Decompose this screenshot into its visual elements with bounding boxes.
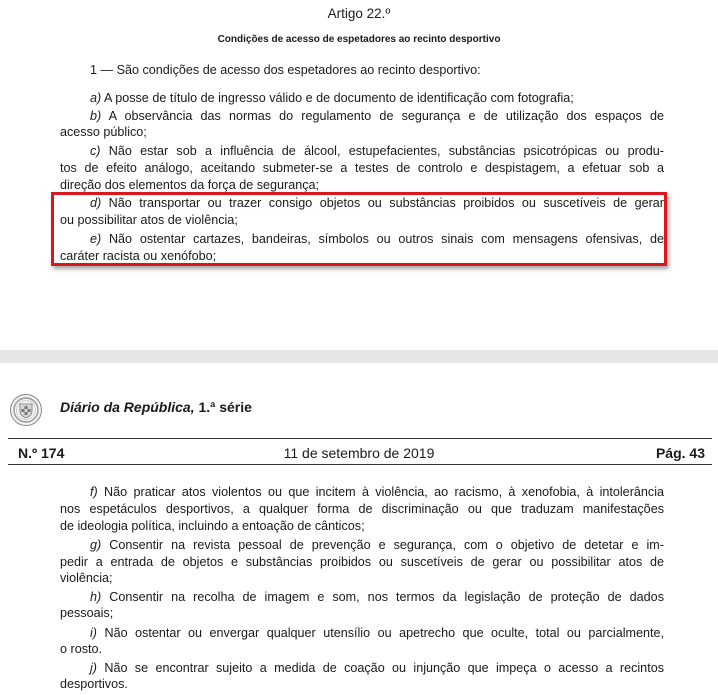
item-j: j) Não se encontrar sujeito a medida de coação ou injunção que impeça o acesso a recintos [90,661,664,675]
item-j-cont: desportivos. [60,677,128,691]
page-number: Pág. 43 [655,445,705,461]
item-g-cont-1: pedir a entrada de objetos e substâncias proibidos ou suscetíveis de gerar ou possibilitar atos de [60,555,664,569]
item-d: d) Não transportar ou trazer consigo objetos ou substâncias proibidos ou suscetíveis de gerar [90,196,664,210]
highlight-box [51,192,667,266]
issue-date: 11 de setembro de 2019 [283,445,435,461]
item-d-cont: ou possibilitar atos de violência; [60,213,238,227]
article-intro: 1 — São condições de acesso dos espetadores ao recinto desportivo: [90,63,481,77]
item-b: b) A observância das normas do regulamento de segurança e de utilização dos espaços de [90,109,664,123]
article-number: Artigo 22.º [327,6,391,21]
item-f-cont-1: nos espetáculos desportivos, a qualquer forma de discriminação ou que traduzam manifestações [60,502,664,516]
issue-number: N.º 174 [18,445,65,461]
item-e: e) Não ostentar cartazes, bandeiras, símbolos ou outros sinais com mensagens ofensivas, de [90,232,664,246]
item-i: i) Não ostentar ou envergar qualquer utensílio ou apetrecho que oculte, total ou parcialmente, [90,626,664,640]
item-g: g) Consentir na revista pessoal de prevenção e segurança, com o objetivo de detetar e im- [90,538,664,552]
item-h: h) Consentir na recolha de imagem e som, nos termos da legislação de proteção de dados [90,590,664,604]
item-f-cont-2: de ideologia política, incluindo a entoação de cânticos; [60,519,365,533]
item-c: c) Não estar sob a influência de álcool, estupefacientes, substâncias psicotrópicas ou produ- [90,144,664,158]
item-c-cont-1: tos de efeito análogo, aceitando submeter-se a testes de controlo e despistagem, a efetuar sob a [60,161,664,175]
item-c-cont-2: direção dos elementos da força de segurança; [60,178,320,192]
journal-title: Diário da República, 1.ª série [60,399,252,415]
page-separator [0,350,718,363]
article-title: Condições de acesso de espetadores ao recinto desportivo [217,34,501,45]
item-g-cont-2: violência; [60,571,113,585]
header-rule-top [8,438,712,439]
document-page-bottom [0,363,718,695]
item-h-cont: pessoais; [60,606,114,620]
item-a: a) A posse de título de ingresso válido e de documento de identificação com fotografia; [90,91,574,105]
item-i-cont: o rosto. [60,642,102,656]
coat-of-arms-icon [9,393,43,427]
item-b-cont: acesso público; [60,125,147,139]
header-rule-bottom [8,464,712,465]
item-e-cont: caráter racista ou xenófobo; [60,249,217,263]
item-f: f) Não praticar atos violentos ou que incitem à violência, ao racismo, à xenofobia, à intolerância [90,485,664,499]
